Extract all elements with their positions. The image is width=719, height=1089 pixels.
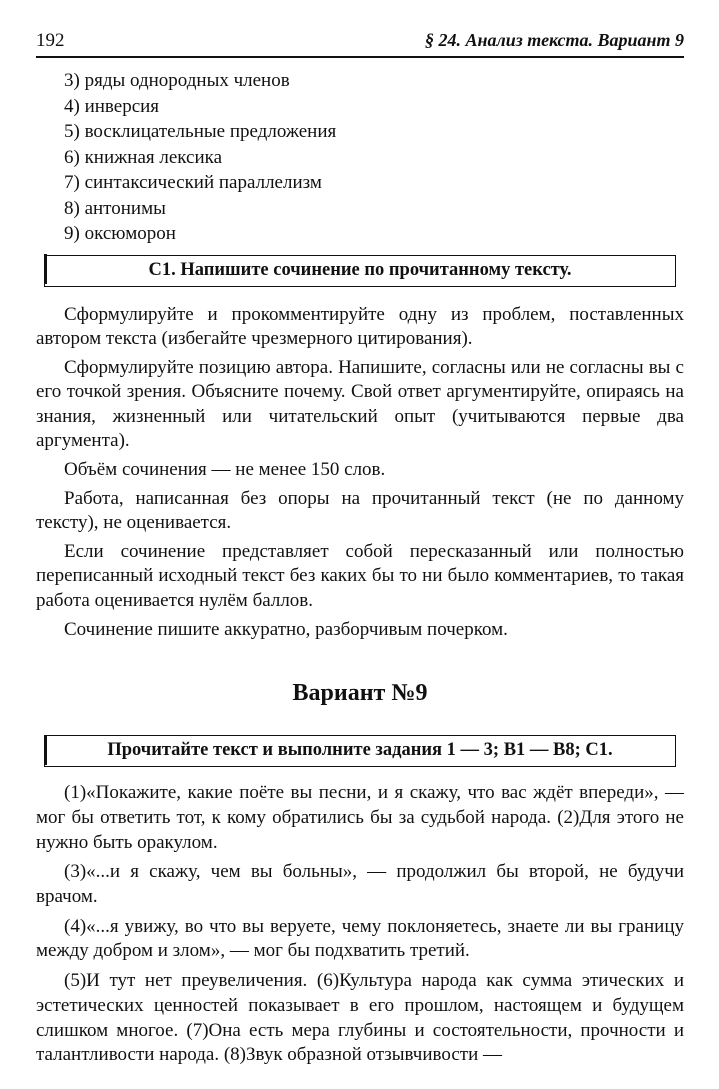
list-item: 6) книжная лексика [64, 146, 223, 168]
list-item: 8) антонимы [64, 197, 166, 219]
book-page [36, 22, 684, 1068]
paragraph: Сочинение пишите аккуратно, разборчивым почерком. [64, 618, 508, 640]
variant-title: Вариант №9 [292, 680, 428, 707]
c1-task-box: С1. Напишите сочинение по прочитанному тексту. [44, 255, 676, 287]
paragraph: (3)«...и я скажу, чем вы больны», — продолжил бы второй, не будучи врачом. [36, 861, 684, 908]
list-item: 9) оксюморон [64, 223, 176, 244]
paragraph: Работа, написанная без опоры на прочитанный текст (не по данному тексту), не оценивается. [36, 487, 684, 534]
paragraph: (5)И тут нет преувеличения. (6)Культура народа как сумма этических и эстетических ценностей показывает в его прошлом, настоящем и будущем слишком многое. (7)Она есть мера глубины и состоятельности, прочности и талантливости народа. (8)Звук образной отзывчивости — [36, 970, 684, 1066]
answer-options-list [64, 68, 684, 247]
paragraph: Сформулируйте и прокомментируйте одну из проблем, поставленных автором текста (избегайте чрезмерного цитирования). [36, 303, 684, 350]
paragraph: Сформулируйте позицию автора. Напишите, согласны или не согласны вы с его точкой зрения. Объясните почему. Свой ответ аргументируйте, опираясь на знания, жизненный или читательский опыт (учитываются первые два аргумента). [36, 356, 684, 452]
list-item: 7) синтаксический параллелизм [64, 172, 322, 193]
paragraph: (1)«Покажите, какие поёте вы песни, и я скажу, что вас ждёт впереди», — мог бы ответить тот, к кому обратились бы за судьбой народа. (2)Для этого не нужно быть оракулом. [36, 782, 684, 853]
paragraph: Если сочинение представляет собой пересказанный или полностью переписанный исходный текст без каких бы то ни было комментариев, то такая работа оценивается нулём баллов. [36, 540, 684, 612]
paragraph: (4)«...я увижу, во что вы веруете, чему поклоняетесь, знаете ли вы границу между добром и злом», — мог бы подхватить третий. [36, 915, 684, 962]
c1-instructions [36, 303, 684, 643]
paragraph: Объём сочинения — не менее 150 слов. [64, 459, 386, 481]
list-item: 3) ряды однородных членов [64, 70, 290, 91]
running-title: § 24. Анализ текста. Вариант 9 [425, 30, 684, 50]
read-task-box: Прочитайте текст и выполните задания 1 — 3; В1 — В8; С1. [44, 735, 676, 767]
list-item: 5) восклицательные предложения [64, 121, 337, 142]
page-number: 192 [36, 30, 65, 51]
source-text [36, 781, 684, 1068]
list-item: 4) инверсия [64, 95, 160, 117]
page-header [36, 22, 684, 58]
